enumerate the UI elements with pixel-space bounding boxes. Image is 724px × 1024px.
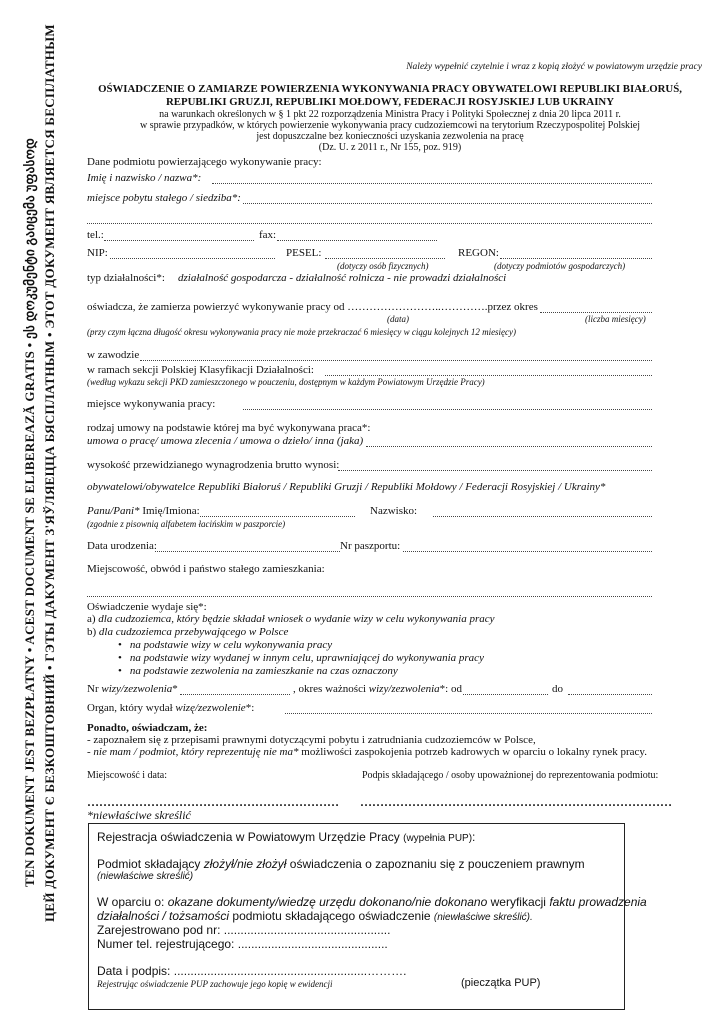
name-note: (zgodnie z pisownią alfabetem łacińskim w paszporcie) [87,519,286,529]
option-b-prefix: b) [87,626,97,638]
name-prefix[interactable]: Panu/Pani* [87,505,140,517]
visa-organ-label: Organ, który wydał [87,702,173,714]
first-name-label: Imię/Imiona: [142,505,200,517]
option-a-text: dla cudzoziemca, który będzie składał wniosek o wydanie wizy w celu wykonywania pracy [98,613,495,625]
option-b[interactable] [87,626,288,638]
period-label: przez okres [487,301,538,313]
pup-line1-b: oświadczenia o zapoznaniu się z pouczeniem prawnym [289,857,585,871]
employer-seat-label: miejsce pobytu stałego / siedziba*: [87,192,241,204]
first-name-field[interactable] [200,516,355,517]
statement-line1: - zapoznałem się z przepisami prawnymi dotyczącymi pobytu i zatrudniania cudzoziemców w Polsce, [87,734,536,746]
pup-date-field[interactable]: ..........................................................………. [173,964,407,978]
pup-line3-b: podmiotu składającego oświadczenie [232,909,431,923]
option-b-bullet-3[interactable]: • na podstawie zezwolenia na zamieszkanie na czas oznaczony [118,665,398,677]
pup-reg-line [97,923,390,937]
title-sub2: w sprawie przypadków, w których powierzenie wykonywania pracy cudzoziemcowi na terytorium Rzeczypospolitej Polskiej [139,120,641,131]
activity-options[interactable]: działalność gospodarcza - działalność rolnicza - nie prowadzi działalności [178,272,507,284]
pup-line2-b: weryfikacji [490,895,546,909]
pup-reg-field[interactable]: .................................................. [223,923,391,937]
visa-to-field[interactable] [568,694,652,695]
surname-field[interactable] [433,516,652,517]
visa-nr-italic: wizy/zezwolenia [101,683,173,695]
pup-line2-a: W oparciu o: [97,895,165,909]
title-sub4: (Dz. U. z 2011 r., Nr 155, poz. 919) [318,142,462,153]
visa-from-field[interactable] [463,694,548,695]
visa-from-label: : od [445,683,462,695]
pup-stamp-label: (pieczątka PUP) [461,977,541,989]
pup-line2-options[interactable]: okazane dokumenty/wiedzę urzędu dokonano/nie dokonano [167,895,488,909]
passport-label: Nr paszportu: [340,540,401,552]
pkd-label: w ramach sekcji Polskiej Klasyfikacji Działalności: [87,364,314,376]
title-line1: OŚWIADCZENIE O ZAMIARZE POWIERZENIA WYKONYWANIA PRACY OBYWATELOWI REPUBLIKI BIAŁORUŚ, [98,83,682,95]
issued-for-heading: Oświadczenie wydaje się*: [87,601,207,613]
title-line2: REPUBLIKI GRUZJI, REPUBLIKI MOŁDOWY, FEDERACJI ROSYJSKIEJ LUB UKRAINY [165,96,615,108]
residence-label: Miejscowość, obwód i państwo stałego zamieszkania: [87,563,325,575]
employer-seat-field-2[interactable] [87,223,652,224]
signature-label: Podpis składającego / osoby upoważnionej do reprezentowania podmiotu: [362,770,659,781]
visa-validity-label: okres ważności [298,683,367,695]
pup-registration-box [88,823,647,1010]
pesel-field[interactable] [325,258,445,259]
pup-title-note: (wypełnia PUP) [403,833,473,844]
contract-other-field[interactable] [366,446,652,447]
place-date-field[interactable]: ……………………………………………………… [87,795,339,809]
visa-organ-line: Organ, który wydał wizę/zezwolenie*: [87,702,255,714]
option-a-prefix: a) [87,613,96,625]
nip-label: NIP: [87,247,108,259]
pup-reg-label: Zarejestrowano pod nr: [97,923,221,937]
visa-validity-italic: wizy/zezwolenia [368,683,440,695]
pup-line3 [97,909,533,923]
total-period-note: (przy czym łączna długość okresu wykonywania pracy nie może przekraczać 6 miesięcy w ciągu kolejnych 12 miesięcy) [87,327,517,337]
visa-nr-label: Nr [87,683,99,695]
pup-line1-a: Podmiot składający [97,857,201,871]
pup-line1-options[interactable]: złożył/nie złożył [203,857,287,871]
occupation-label: w zawodzie [87,349,140,361]
pup-tel-line [97,937,388,951]
pup-title: Rejestracja oświadczenia w Powiatowym Urzędzie Pracy (wypełnia PUP): [97,830,476,844]
pup-line2 [97,895,647,909]
pup-tel-label: Numer tel. rejestrującego: [97,937,235,951]
employer-name-field[interactable] [212,183,652,184]
contract-label: rodzaj umowy na podstawie której ma być wykonywana praca*: [87,422,371,434]
activity-label: typ działalności*: [87,272,165,284]
side-text-line1: TEN DOKUMENT JEST BEZPŁATNY • ACEST DOCUMENT SE ELIBEREAZĂ GRATIS • ეს დოკუმენტი გაიცემა უფასოდ [22,137,37,887]
pup-date-label: Data i podpis: [97,964,171,978]
visa-validity-line: , okres ważności wizy/zezwolenia*: od [293,683,462,695]
workplace-field[interactable] [243,409,652,410]
visa-nr-field[interactable] [180,694,290,695]
pesel-label: PESEL: [286,247,322,259]
declares-text [87,301,538,313]
nip-field[interactable] [110,258,275,259]
visa-to-label: do [552,683,563,695]
occupation-field[interactable] [140,360,652,361]
employer-name-label: Imię i nazwisko / nazwa*: [87,172,202,184]
passport-field[interactable] [403,551,652,552]
workplace-label: miejsce wykonywania pracy: [87,398,216,410]
pup-title-text: Rejestracja oświadczenia w Powiatowym Urzędzie Pracy [97,830,400,844]
start-date-field[interactable]: ……………………..…………. [347,301,488,313]
citizenship-options[interactable]: obywatelowi/obywatelce Republiki Białoruś / Republiki Gruzji / Republiki Mołdowy / Federacji Rosyjskiej / Ukrainy* [87,481,606,493]
regon-note: (dotyczy podmiotów gospodarczych) [494,261,626,271]
salary-field[interactable] [338,470,652,471]
residence-field[interactable] [87,596,652,597]
declares-label: oświadcza, że zamierza powierzyć wykonywanie pracy od [87,301,345,313]
option-b-bullet-2[interactable]: • na podstawie wizy wydanej w innym celu, uprawniającej do wykonywania pracy [118,652,484,664]
pkd-field[interactable] [325,375,652,376]
title-sub1: na warunkach określonych w § 1 pkt 22 rozporządzenia Ministra Pracy i Polityki Społecznej z dnia 20 lipca 2011 r. [159,109,621,120]
pup-tel-field[interactable]: ............................................. [237,937,388,951]
birth-date-label: Data urodzenia: [87,540,157,552]
pup-line3-options[interactable]: działalności / tożsamości [97,909,230,923]
surname-label: Nazwisko: [370,505,418,517]
tel-field[interactable] [104,240,254,241]
option-b-text: dla cudzoziemca przebywającego w Polsce [98,626,289,638]
visa-organ-field[interactable] [285,713,652,714]
pup-line2-italic2: faktu prowadzenia [549,895,647,909]
statement-line2-options[interactable]: - nie mam / podmiot, który reprezentuję nie ma* [87,746,299,758]
statement-heading: Ponadto, oświadczam, że: [87,722,208,734]
strike-note: *niewłaściwe skreślić [87,808,191,822]
side-text-line2: ЦЕЙ ДОКУМЕНТ Є БЕЗКОШТОВНИЙ • ГЭТЫ ДАКУМЕНТ З'ЯЎЛЯЕЦЦА БЯСПЛАТНЫМ • ЭТОТ ДОКУМЕНТ ЯВЛЯЕТСЯ БЕСПЛАТНЫМ [42,24,57,922]
option-a[interactable] [87,613,495,625]
title-sub3: jest dopuszczalne bez konieczności uzyskania zezwolenia na pracę [256,131,524,142]
place-date-label: Miejscowość i data: [87,770,167,781]
regon-field[interactable] [500,258,652,259]
pup-line1-note: (niewłaściwe skreślić) [97,871,194,882]
foreigner-name-line [87,505,200,517]
pup-line1 [97,857,585,871]
pup-line3-note: (niewłaściwe skreślić). [433,912,533,923]
employer-seat-field[interactable] [243,203,652,204]
fax-field[interactable] [277,240,437,241]
regon-label: REGON: [458,247,499,259]
statement-line2 [87,746,647,758]
contract-options[interactable]: umowa o pracę/ umowa zlecenia / umowa o dzieło/ inna (jaka) [87,435,364,447]
top-note: Należy wypełnić czytelnie i wraz z kopią złożyć w powiatowym urzędzie pracy [406,62,702,72]
signature-field[interactable]: …………………………………………………………………… [360,795,672,809]
pup-copy-note: Rejestrując oświadczenie PUP zachowuje jego kopię w ewidencji [97,979,333,989]
date-note: (data) [387,314,409,324]
months-note: (liczba miesięcy) [585,314,646,324]
visa-nr-line: Nr wizy/zezwolenia* [87,683,178,695]
pkd-note: (według wykazu sekcji PKD zamieszczonego w pouczeniu, dostępnym w każdym Powiatowym Urzędzie Pracy) [87,377,485,387]
visa-organ-italic: wizę/zezwolenie [175,702,246,714]
employer-heading: Dane podmiotu powierzającego wykonywanie pracy: [87,156,322,168]
statement-line2-rest: możliwości zaspokojenia potrzeb kadrowych w oparciu o lokalny rynek pracy. [301,746,647,758]
fax-label: fax: [259,229,277,241]
salary-label: wysokość przewidzianego wynagrodzenia brutto wynosi: [87,459,340,471]
birth-date-field[interactable] [155,551,340,552]
months-field[interactable] [540,312,652,313]
pesel-note: (dotyczy osób fizycznych) [337,261,429,271]
option-b-bullet-1[interactable]: • na podstawie wizy w celu wykonywania pracy [118,639,332,651]
pup-date-line [97,964,406,978]
tel-label: tel.: [87,229,104,241]
